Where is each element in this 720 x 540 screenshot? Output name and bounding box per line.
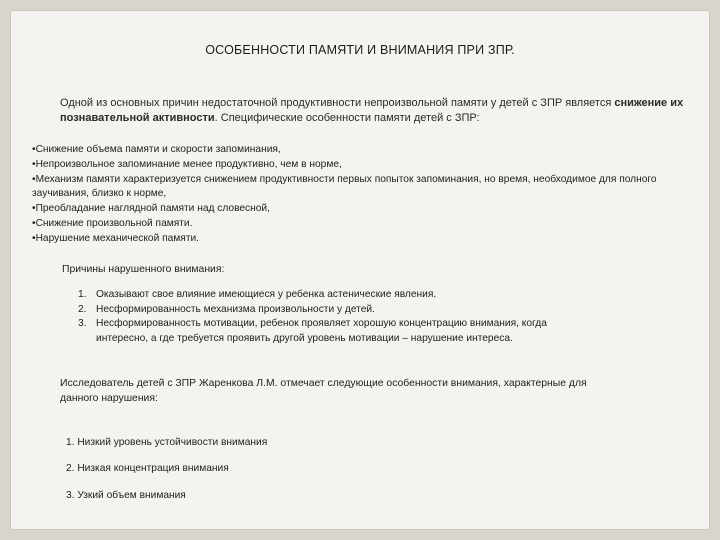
intro-text-before: Одной из основных причин недостаточной продуктивности непроизвольной памяти у детей с ЗПР является [60,97,615,109]
list-item: •Непроизвольное запоминание менее продуктивно, чем в норме, [32,158,342,170]
item-number: 2. [78,303,87,315]
item-number: 3. [78,318,87,329]
intro-paragraph [60,96,690,126]
item-number: 1. [78,289,87,300]
list-item [78,288,598,303]
intro-text-after: . Специфические особенности памяти детей с ЗПР: [214,112,480,124]
attention-feature-item: 2. Низкая концентрация внимания [66,463,229,474]
item-text: Несформированность мотивации, ребенок проявляет хорошую концентрацию внимания, когда интересно, а где требуется проявить другой уровень мотивации – нарушение интереса. [96,318,547,344]
attention-feature-item: 3. Узкий объем внимания [66,490,186,501]
list-item: •Нарушение механической памяти. [32,232,200,244]
memory-features-list [32,143,702,247]
list-item: •Преобладание наглядной памяти над словесной, [32,203,270,215]
list-item: •Снижение произвольной памяти. [32,217,193,229]
attention-causes-list [78,288,598,346]
list-item [78,317,598,346]
intro-emphasis: снижение их познавательной активности [60,97,684,124]
attention-causes-heading: Причины нарушенного внимания: [62,264,225,275]
attention-feature-item: 1. Низкий уровень устойчивости внимания [66,437,268,448]
list-item: •Механизм памяти характеризуется снижением продуктивности первых попыток запоминания, но время, необходимое для полного заучивания, близко к норме, [32,173,657,200]
researcher-paragraph: Исследователь детей с ЗПР Жаренкова Л.М. отмечает следующие особенности внимания, характерные для данного нарушения: [60,378,587,404]
item-text: Несформированность механизма произвольности у детей. [96,303,375,315]
list-item: •Снижение объема памяти и скорости запоминания, [32,144,281,155]
slide-title: ОСОБЕННОСТИ ПАМЯТИ И ВНИМАНИЯ ПРИ ЗПР. [205,43,515,57]
item-text: Оказывают свое влияние имеющиеся у ребенка астенические явления. [96,289,437,300]
list-item [78,303,598,318]
